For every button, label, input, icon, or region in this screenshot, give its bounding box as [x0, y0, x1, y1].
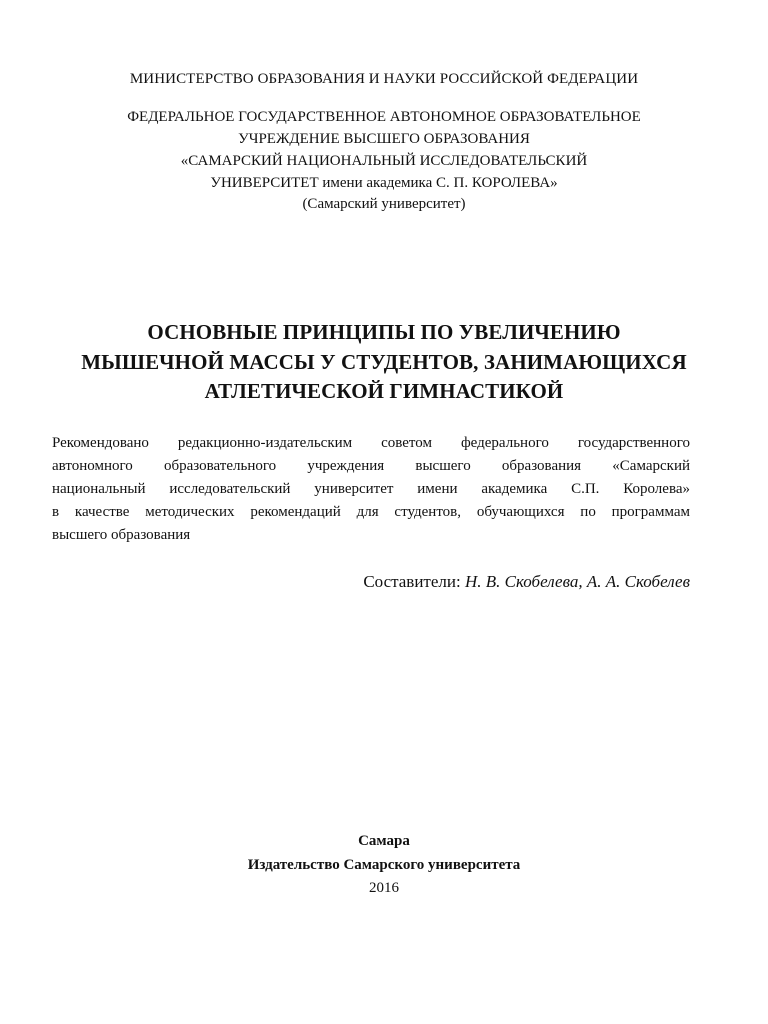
institution-line-3: «САМАРСКИЙ НАЦИОНАЛЬНЫЙ ИССЛЕДОВАТЕЛЬСКИЙ: [180, 153, 588, 169]
recommendation-line-1: Рекомендовано редакционно-издательским советом федерального государственного: [52, 435, 690, 451]
recommendation-line-2: автономного образовательного учреждения высшего образования «Самарский: [52, 458, 690, 474]
ministry-heading: МИНИСТЕРСТВО ОБРАЗОВАНИЯ И НАУКИ РОССИЙСКОЙ ФЕДЕРАЦИИ: [129, 71, 639, 87]
imprint-city: Самара: [358, 833, 410, 849]
institution-line-2: УЧРЕЖДЕНИЕ ВЫСШЕГО ОБРАЗОВАНИЯ: [238, 131, 530, 147]
recommendation-line-3: национальный исследовательский университет имени академика С.П. Королева»: [52, 481, 690, 497]
document-title-line-3: АТЛЕТИЧЕСКОЙ ГИМНАСТИКОЙ: [204, 379, 564, 403]
recommendation-line-5: высшего образования: [52, 527, 191, 543]
institution-line-1: ФЕДЕРАЛЬНОЕ ГОСУДАРСТВЕННОЕ АВТОНОМНОЕ ОБРАЗОВАТЕЛЬНОЕ: [127, 109, 641, 125]
recommendation-paragraph: [52, 432, 690, 547]
recommendation-line-4: в качестве методических рекомендаций для студентов, обучающихся по программам: [52, 504, 690, 520]
compilers-line: [363, 572, 690, 592]
compilers-separator: :: [455, 572, 465, 591]
document-title-line-2: МЫШЕЧНОЙ МАССЫ У СТУДЕНТОВ, ЗАНИМАЮЩИХСЯ: [81, 350, 687, 374]
compilers-names: Н. В. Скобелева, А. А. Скобелев: [464, 572, 690, 591]
document-title-line-1: ОСНОВНЫЕ ПРИНЦИПЫ ПО УВЕЛИЧЕНИЮ: [147, 320, 621, 344]
imprint-year: 2016: [369, 880, 399, 896]
compilers-label: Составители: [363, 572, 456, 591]
institution-line-4: УНИВЕРСИТЕТ имени академика С. П. КОРОЛЕВА»: [210, 175, 558, 191]
institution-short-name: (Самарский университет): [302, 196, 466, 212]
imprint-publisher: Издательство Самарского университета: [247, 857, 521, 873]
